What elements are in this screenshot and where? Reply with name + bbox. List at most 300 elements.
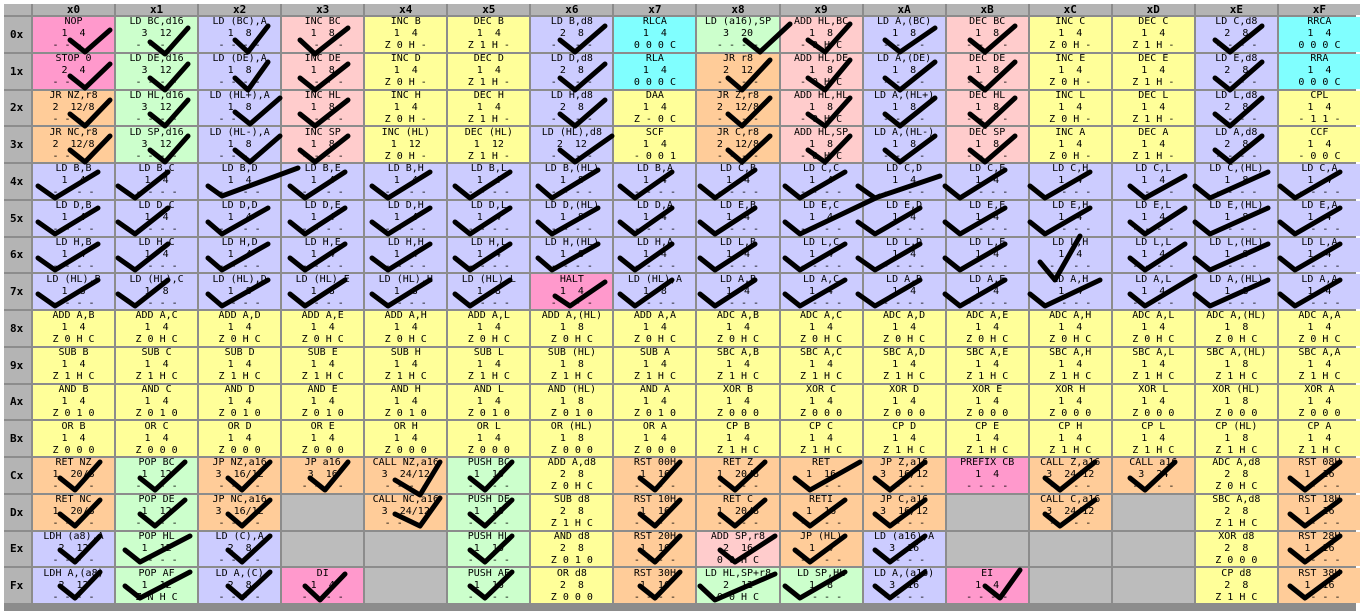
opcode-length-cycles: 1 8 [559,395,584,407]
opcode-mnemonic: LD E,A [1301,200,1338,212]
opcode-length-cycles: 1 16 [639,579,670,591]
opcode-mnemonic: INC E [1055,53,1086,65]
opcode-mnemonic: AND D [224,384,255,395]
opcode-length-cycles: 1 16 [1304,542,1335,554]
opcode-length-cycles: 1 4 [975,248,1000,260]
opcode-length-cycles: 1 8 [310,285,335,297]
opcode-length-cycles: 1 4 [1307,432,1332,444]
opcode-cell [947,568,1028,603]
opcode-cell [697,17,778,52]
opcode-mnemonic: ADC A,B [716,311,760,322]
opcode-flags: - - - - [384,518,427,530]
opcode-flags: - - - - [883,77,926,89]
column-header-x9: x9 [781,4,862,15]
opcode-mnemonic: SUB E [307,347,338,359]
opcode-cell [1196,348,1277,383]
opcode-mnemonic: JP Z,a16 [880,458,929,469]
opcode-mnemonic: CALL Z,a16 [1040,458,1101,469]
opcode-cell [531,201,612,236]
opcode-flags: Z 0 0 0 [799,407,843,419]
opcode-cell [1113,385,1194,420]
opcode-mnemonic: PUSH AF [467,568,510,579]
opcode-length-cycles: 1 8 [892,138,917,150]
opcode-length-cycles: 1 4 [1058,248,1083,260]
opcode-cell [1279,274,1360,309]
opcode-flags: Z 1 H C [799,371,843,383]
opcode-length-cycles: 1 16 [806,506,837,518]
opcode-mnemonic: SUB d8 [553,494,590,506]
opcode-mnemonic: RRA [1310,53,1329,65]
opcode-cell [33,127,114,162]
opcode-length-cycles: 1 4 [476,432,501,444]
opcode-flags: - - - - [301,224,344,236]
opcode-mnemonic: RST 18H [1298,494,1341,506]
opcode-flags: Z 0 1 0 [52,407,95,419]
opcode-mnemonic: DEC SP [969,127,1006,138]
opcode-length-cycles: 1 4 [1307,175,1332,187]
opcode-mnemonic: LD E,H [1052,200,1089,212]
opcode-mnemonic: SBC A,E [966,347,1009,359]
opcode-mnemonic: OR E [310,421,335,432]
opcode-flags: - - - - [633,224,676,236]
opcode-cell [199,54,280,89]
opcode-flags: Z 1 H C [1298,371,1341,383]
opcode-length-cycles: 1 4 [892,322,917,334]
opcode-length-cycles: 1 4 [559,285,584,297]
column-header-x5: x5 [448,4,529,15]
opcode-length-cycles: 1 4 [310,175,335,187]
opcode-length-cycles: 1 4 [61,432,86,444]
opcode-flags: Z 1 H C [966,371,1009,383]
opcode-cell-unused [282,495,363,530]
opcode-cell [614,17,695,52]
opcode-mnemonic: LD L,L [1135,237,1172,248]
opcode-flags: - - - - [301,40,344,52]
opcode-cell [282,421,363,456]
opcode-length-cycles: 1 20/8 [716,469,760,481]
opcode-mnemonic: LD D,d8 [550,53,593,65]
opcode-length-cycles: 1 16 [473,469,504,481]
opcode-flags: - - - - [966,187,1009,199]
opcode-mnemonic: LD A,E [969,274,1006,285]
opcode-flags: - - - - [966,113,1009,125]
opcode-mnemonic: STOP 0 [55,53,92,65]
opcode-length-cycles: 1 4 [310,359,335,371]
opcode-flags: - - - - [1215,40,1258,52]
opcode-cell [1196,17,1277,52]
opcode-mnemonic: LD A,B [719,274,757,285]
opcode-cell [282,91,363,126]
opcode-mnemonic: LD (a16),SP [704,17,772,28]
opcode-length-cycles: 1 8 [61,285,86,297]
opcode-mnemonic: CP (HL) [1215,421,1258,432]
opcode-flags: - - - - [52,554,95,566]
opcode-length-cycles: 1 4 [393,359,418,371]
opcode-mnemonic: RST 30H [633,568,676,579]
opcode-length-cycles: 3 16 [307,469,338,481]
opcode-mnemonic: ADD A,D [218,311,261,322]
opcode-length-cycles: 1 4 [1058,285,1083,297]
opcode-mnemonic: RET NZ [55,458,92,469]
opcode-flags: - - - - [716,77,760,89]
opcode-cell [365,91,446,126]
opcode-cell [697,458,778,493]
opcode-flags: - - - - [633,187,676,199]
opcode-flags: - - - - [1132,481,1175,493]
opcode-flags: Z 1 H - [1132,150,1175,162]
opcode-mnemonic: POP AF [138,568,175,579]
opcode-flags: - - - - [467,224,510,236]
opcode-cell [781,495,862,530]
opcode-length-cycles: 1 4 [227,395,252,407]
opcode-length-cycles: 1 4 [1141,432,1166,444]
opcode-cell [199,568,280,603]
opcode-flags: - - - - [1215,150,1258,162]
opcode-flags: - - - - [135,150,178,162]
opcode-cell [33,17,114,52]
opcode-length-cycles: 1 8 [144,285,169,297]
opcode-cell [1279,532,1360,567]
opcode-mnemonic: DEC L [1138,90,1169,101]
opcode-length-cycles: 1 20/8 [716,506,760,518]
opcode-flags: Z 0 H C [1049,334,1092,346]
opcode-flags: - - - - [52,150,95,162]
opcode-length-cycles: 1 4 [892,175,917,187]
opcode-cell [199,201,280,236]
opcode-cell [116,274,197,309]
opcode-mnemonic: LD B,d8 [550,17,593,28]
opcode-length-cycles: 1 8 [227,138,252,150]
opcode-length-cycles: 1 4 [393,175,418,187]
opcode-mnemonic: ADD A,(HL) [541,311,602,322]
opcode-cell [947,274,1028,309]
opcode-length-cycles: 3 12 [141,101,172,113]
opcode-flags: Z 0 H C [550,481,593,493]
opcode-mnemonic: ADD HL,HL [793,90,849,101]
opcode-cell [781,385,862,420]
opcode-cell [697,91,778,126]
opcode-cell [33,201,114,236]
opcode-length-cycles: 1 8 [975,65,1000,77]
opcode-cell [697,54,778,89]
opcode-length-cycles: 1 4 [1141,28,1166,40]
opcode-length-cycles: 1 16 [639,469,670,481]
opcode-flags: - - - - [135,297,178,309]
opcode-mnemonic: LD B,A [636,164,673,175]
opcode-length-cycles: 1 8 [1224,322,1249,334]
opcode-cell [448,385,529,420]
opcode-cell [1113,458,1194,493]
opcode-length-cycles: 1 16 [639,506,670,518]
opcode-mnemonic: LD E,(HL) [1209,200,1264,212]
opcode-cell [1030,495,1111,530]
opcode-cell [781,17,862,52]
opcode-length-cycles: 1 8 [1224,395,1249,407]
opcode-flags: - - - - [1298,591,1341,603]
opcode-cell [1113,127,1194,162]
opcode-mnemonic: LD (HL),B [46,274,101,285]
opcode-length-cycles: 1 4 [310,395,335,407]
opcode-mnemonic: CP C [809,421,834,432]
opcode-flags: - - - - [799,297,843,309]
opcode-cell [448,421,529,456]
opcode-mnemonic: ADD A,E [301,311,344,322]
opcode-cell [1030,238,1111,273]
opcode-cell [1196,164,1277,199]
opcode-mnemonic: LD A,C [802,274,840,285]
opcode-flags: - - - - [301,187,344,199]
opcode-cell [116,532,197,567]
opcode-length-cycles: 1 4 [61,28,86,40]
opcode-cell [116,164,197,199]
opcode-cell [864,421,945,456]
opcode-length-cycles: 1 4 [975,212,1000,224]
opcode-length-cycles: 1 8 [227,285,252,297]
opcode-cell-unused [1113,568,1194,603]
opcode-length-cycles: 1 4 [725,359,751,371]
opcode-flags: - - - - [550,40,593,52]
opcode-mnemonic: AND H [390,384,421,395]
opcode-flags: Z 1 H C [384,371,427,383]
opcode-mnemonic: LDH (a8),A [43,531,104,542]
opcode-flags: - - - - [301,297,344,309]
opcode-flags: Z 0 0 0 [384,444,427,456]
opcode-cell [282,201,363,236]
opcode-mnemonic: DEC D [473,53,504,65]
column-header-x8: x8 [697,4,778,15]
opcode-cell [947,238,1028,273]
opcode-flags: - - - - [966,40,1009,52]
opcode-flags: - - - - [550,77,593,89]
row-header-Ex: Ex [4,532,31,567]
opcode-length-cycles: 1 8 [975,28,1000,40]
opcode-mnemonic: INC A [1055,127,1086,138]
opcode-mnemonic: LDH A,(a8) [43,568,104,579]
opcode-cell [864,164,945,199]
opcode-flags: - - - - [883,481,926,493]
opcode-mnemonic: JP NC,a16 [212,494,267,506]
opcode-length-cycles: 1 4 [892,212,917,224]
column-header-x7: x7 [614,4,695,15]
opcode-mnemonic: RLA [645,53,664,65]
opcode-flags: - - - - [633,481,676,493]
opcode-flags: Z 0 H C [1298,334,1341,346]
row-header-1x: 1x [4,54,31,89]
opcode-mnemonic: DEC B [473,17,504,28]
opcode-mnemonic: LD (HL),D [212,274,267,285]
opcode-mnemonic: LD C,A [1301,164,1338,175]
row-header-7x: 7x [4,274,31,309]
opcode-flags: - - - - [1049,224,1092,236]
opcode-cell [1196,238,1277,273]
opcode-flags: - - - - [384,187,427,199]
opcode-length-cycles: 1 8 [975,138,1000,150]
opcode-flags: Z 0 0 0 [1049,407,1092,419]
opcode-mnemonic: CPL [1310,90,1329,101]
opcode-cell [116,311,197,346]
opcode-cell [199,348,280,383]
opcode-flags: - - - - [301,113,344,125]
opcode-length-cycles: 1 4 [1307,101,1332,113]
opcode-flags: 0 0 H C [716,591,760,603]
opcode-mnemonic: LD HL,SP+r8 [704,568,772,579]
opcode-flags: Z 1 H C [1049,444,1092,456]
opcode-mnemonic: CP D [892,421,917,432]
opcode-flags: Z 0 H - [384,150,427,162]
opcode-cell [781,311,862,346]
opcode-length-cycles: 2 8 [1224,542,1249,554]
opcode-length-cycles: 1 4 [144,432,169,444]
opcode-flags: - - - - [966,591,1009,603]
opcode-mnemonic: LD D,(HL) [544,200,599,212]
opcode-flags: - - - - [218,481,261,493]
opcode-mnemonic: ADD A,H [384,311,427,322]
column-header-xA: xA [864,4,945,15]
opcode-cell [531,311,612,346]
opcode-flags: - - - - [799,591,843,603]
opcode-flags: - - - - [218,518,261,530]
opcode-length-cycles: 1 4 [144,322,169,334]
row-header-5x: 5x [4,201,31,236]
opcode-mnemonic: OR D [227,421,252,432]
opcode-length-cycles: 2 16 [722,542,754,554]
opcode-mnemonic: INC HL [304,90,341,101]
opcode-flags: - - - - [883,224,926,236]
opcode-length-cycles: 1 4 [61,212,86,224]
row-header-Bx: Bx [4,421,31,456]
opcode-mnemonic: INC D [390,53,421,65]
opcode-length-cycles: 2 8 [559,65,584,77]
opcode-mnemonic: JP (HL) [799,531,843,542]
opcode-mnemonic: CALL a16 [1129,458,1178,469]
opcode-mnemonic: CALL NZ,a16 [372,458,439,469]
opcode-flags: Z 1 H C [1132,371,1175,383]
opcode-length-cycles: 1 8 [892,28,917,40]
opcode-mnemonic: SUB C [141,347,172,359]
opcode-flags: - - - - [1132,297,1175,309]
opcode-flags: Z 1 H - [467,77,510,89]
opcode-cell [614,311,695,346]
opcode-cell [199,495,280,530]
opcode-length-cycles: 3 20 [722,28,754,40]
opcode-flags: Z 0 0 0 [52,444,95,456]
opcode-mnemonic: INC C [1055,17,1086,28]
opcode-mnemonic: ADD HL,DE [793,53,849,65]
opcode-mnemonic: LD A,(BC) [877,17,932,28]
opcode-flags: Z 1 H - [1132,77,1175,89]
opcode-cell [1113,311,1194,346]
opcode-cell [781,201,862,236]
opcode-flags: - - - - [883,297,926,309]
opcode-mnemonic: DEC C [1138,17,1169,28]
opcode-mnemonic: LD (DE),A [212,53,267,65]
opcode-mnemonic: PUSH DE [467,494,510,506]
opcode-flags: - - - - [716,113,760,125]
opcode-flags: - - - - [716,224,760,236]
opcode-cell [947,164,1028,199]
opcode-flags: Z 0 H C [467,334,510,346]
opcode-length-cycles: 1 4 [1141,101,1166,113]
opcode-length-cycles: 1 8 [227,65,252,77]
opcode-flags: - - - - [883,150,926,162]
opcode-mnemonic: XOR A [1304,384,1335,395]
opcode-flags: Z 1 H C [218,371,261,383]
opcode-mnemonic: ADC A,C [799,311,843,322]
opcode-mnemonic: LD L,d8 [1215,90,1258,101]
opcode-cell [282,238,363,273]
opcode-mnemonic: AND A [639,384,670,395]
opcode-length-cycles: 1 4 [1307,212,1332,224]
opcode-cell [1113,201,1194,236]
opcode-cell [781,421,862,456]
opcode-flags: Z 0 H C [883,334,926,346]
opcode-cell [1030,311,1111,346]
opcode-cell [614,348,695,383]
opcode-length-cycles: 1 4 [1141,248,1166,260]
opcode-cell [1196,421,1277,456]
opcode-cell [116,385,197,420]
opcode-length-cycles: 1 4 [393,101,418,113]
opcode-length-cycles: 1 16 [1304,579,1335,591]
opcode-length-cycles: 1 4 [642,175,667,187]
opcode-length-cycles: 1 4 [476,175,501,187]
opcode-length-cycles: 3 12 [141,28,172,40]
opcode-length-cycles: 1 4 [725,212,751,224]
opcode-length-cycles: 1 4 [809,322,834,334]
opcode-flags: - - - - [799,187,843,199]
column-header-x1: x1 [116,4,197,15]
opcode-flags: - - - - [301,150,344,162]
opcode-cell [282,274,363,309]
opcode-length-cycles: 1 12 [141,506,172,518]
opcode-mnemonic: AND B [58,384,89,395]
opcode-cell [864,274,945,309]
corner-header [4,4,31,15]
opcode-flags: - - - - [52,77,95,89]
column-header-xD: xD [1113,4,1194,15]
opcode-length-cycles: 1 4 [61,248,86,260]
opcode-length-cycles: 1 4 [725,248,751,260]
opcode-cell [1279,238,1360,273]
opcode-mnemonic: LD DE,d16 [129,53,184,65]
opcode-cell [33,54,114,89]
opcode-cell [199,458,280,493]
opcode-mnemonic: LD SP,d16 [129,127,184,138]
opcode-flags: - - - - [966,481,1009,493]
opcode-cell [33,164,114,199]
opcode-cell [199,385,280,420]
opcode-flags: - - - - [1049,481,1092,493]
opcode-flags: 0 0 H C [716,554,760,566]
opcode-mnemonic: LD (HL),E [295,274,350,285]
opcode-mnemonic: ADC A,A [1298,311,1341,322]
opcode-cell [1030,17,1111,52]
opcode-length-cycles: 1 4 [61,322,86,334]
opcode-flags: Z 1 H C [1215,518,1258,530]
opcode-cell [1279,17,1360,52]
opcode-cell [199,274,280,309]
opcode-length-cycles: 3 24/12 [1046,469,1095,481]
opcode-flags: - - - - [135,77,178,89]
opcode-flags: - - - - [550,150,593,162]
opcode-cell [1279,348,1360,383]
opcode-flags: - - - - [384,297,427,309]
column-header-x2: x2 [199,4,280,15]
opcode-flags: - - - - [1215,260,1258,272]
opcode-mnemonic: LD B,E [304,164,341,175]
opcode-mnemonic: LD E,E [969,200,1006,212]
opcode-mnemonic: OR d8 [556,568,587,579]
